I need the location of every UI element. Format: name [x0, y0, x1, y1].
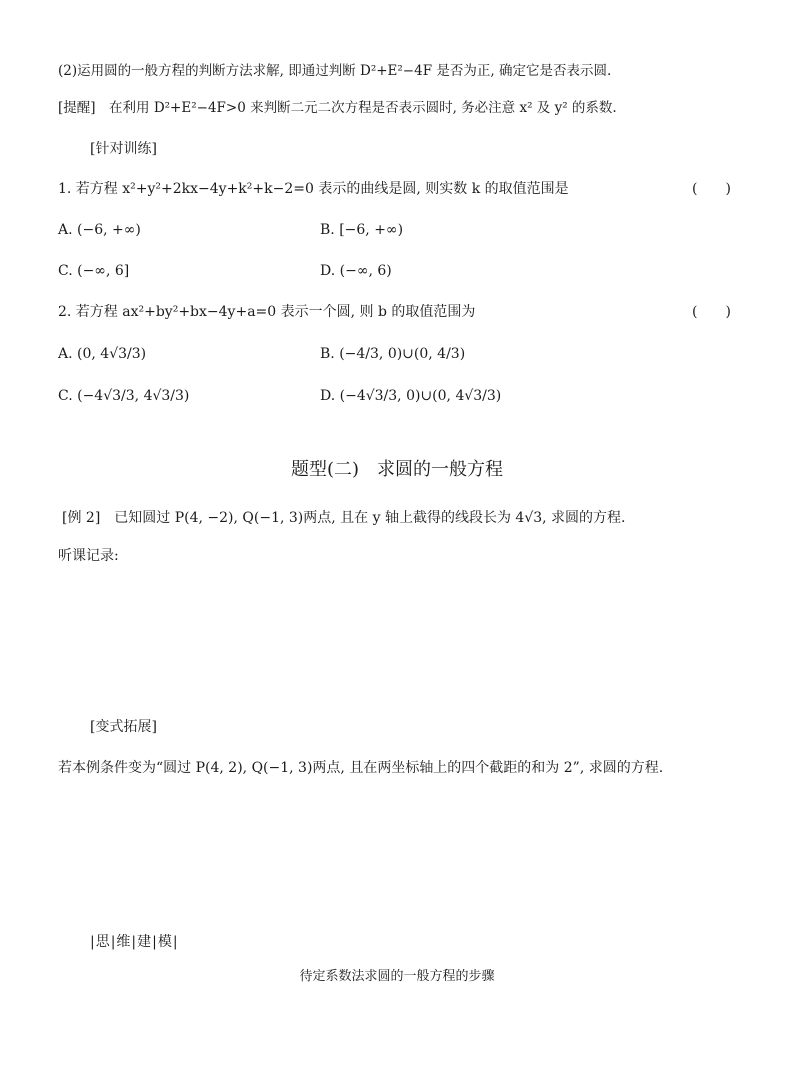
notes-label: 听课记录:	[58, 548, 119, 564]
intro-line-method: (2)运用圆的一般方程的判断方法求解, 即通过判断 D²+E²−4F 是否为正, 确定它是否表示圆.	[58, 63, 612, 79]
intro-line-reminder: [提醒] 在利用 D²+E²−4F>0 来判断二元二次方程是否表示圆时, 务必注意 x² 及 y² 的系数.	[58, 100, 617, 116]
section-title: 题型(二) 求圆的一般方程	[290, 459, 504, 480]
question-2-option-d: D. (−4√3/3, 0)∪(0, 4√3/3)	[320, 388, 502, 404]
question-2-option-a: A. (0, 4√3/3)	[58, 346, 147, 362]
question-1-stem: 1. 若方程 x²+y²+2kx−4y+k²+k−2=0 表示的曲线是圆, 则实数 k 的取值范围是	[58, 181, 569, 197]
example-2-text: [例 2] 已知圆过 P(4, −2), Q(−1, 3)两点, 且在 y 轴上截得的线段长为 4√3, 求圆的方程.	[62, 510, 626, 526]
training-label: [针对训练]	[90, 141, 157, 157]
question-1-option-d: D. (−∞, 6)	[320, 263, 392, 279]
question-2-stem: 2. 若方程 ax²+by²+bx−4y+a=0 表示一个圆, 则 b 的取值范围为	[58, 304, 476, 320]
question-1-option-b: B. [−6, +∞)	[320, 222, 404, 238]
steps-caption: 待定系数法求圆的一般方程的步骤	[299, 969, 495, 984]
question-2-answer-blank: ( )	[692, 304, 731, 320]
thinking-model-label: |思|维|建|模|	[90, 934, 179, 950]
question-1-option-c: C. (−∞, 6]	[58, 263, 130, 279]
question-1-option-a: A. (−6, +∞)	[58, 222, 141, 238]
question-2-option-c: C. (−4√3/3, 4√3/3)	[58, 388, 190, 404]
variant-label: [变式拓展]	[90, 719, 157, 735]
question-1-answer-blank: ( )	[692, 181, 731, 197]
question-2-option-b: B. (−4/3, 0)∪(0, 4/3)	[320, 346, 466, 362]
variant-text: 若本例条件变为“圆过 P(4, 2), Q(−1, 3)两点, 且在两坐标轴上的四个截距的和为 2”, 求圆的方程.	[58, 760, 664, 776]
